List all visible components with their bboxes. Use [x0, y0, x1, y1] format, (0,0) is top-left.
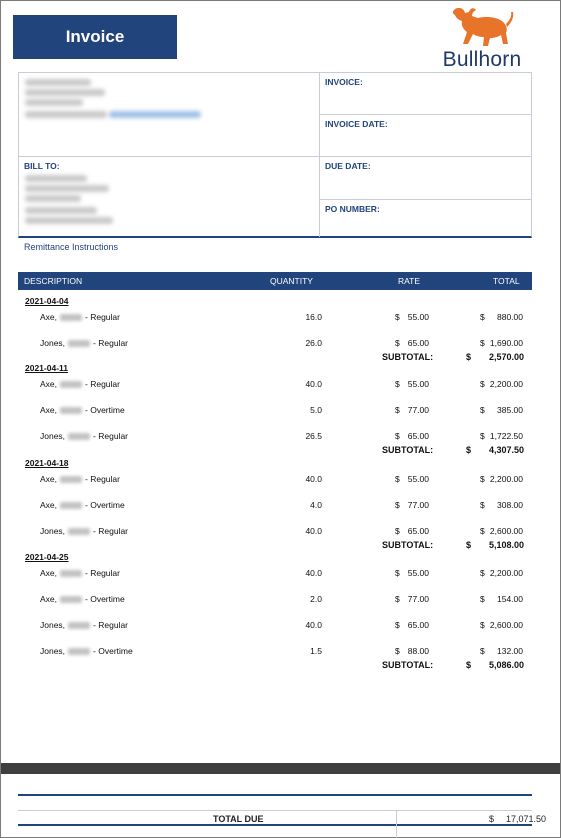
subtotal-currency: $: [466, 352, 472, 362]
table-row: [0, 338, 561, 350]
total-due-row: [18, 810, 546, 826]
table-header: [18, 272, 532, 290]
row-quantity: 26.5: [305, 431, 322, 441]
redacted-first-name: [60, 407, 82, 414]
row-rate: 65.00: [407, 620, 429, 630]
col-description: DESCRIPTION: [24, 276, 83, 286]
row-description: [40, 594, 125, 604]
row-total: 880.00: [497, 312, 523, 322]
rate-currency: $: [395, 526, 400, 536]
subtotal-label: SUBTOTAL:: [382, 540, 434, 550]
table-row: [0, 646, 561, 658]
subtotal-value: 4,307.50: [488, 445, 524, 455]
total-currency: $: [480, 405, 485, 415]
total-currency: $: [480, 568, 485, 578]
pay-type: - Regular: [85, 379, 120, 389]
subtotal-value: 5,086.00: [488, 660, 524, 670]
rate-currency: $: [395, 500, 400, 510]
redacted-first-name: [60, 570, 82, 577]
row-rate: 65.00: [407, 431, 429, 441]
row-quantity: 40.0: [305, 474, 322, 484]
table-row: [0, 568, 561, 580]
total-due-label: TOTAL DUE: [213, 814, 264, 824]
row-total: 132.00: [497, 646, 523, 656]
table-row: [0, 474, 561, 486]
invoice-number-label: INVOICE:: [325, 77, 363, 87]
row-description: [40, 568, 120, 578]
row-rate: 88.00: [407, 646, 429, 656]
employee-last-name: Jones,: [40, 646, 66, 656]
row-quantity: 2.0: [310, 594, 322, 604]
sender-address: [19, 73, 320, 157]
row-description: [40, 431, 128, 441]
row-rate: 77.00: [407, 500, 429, 510]
row-rate: 65.00: [407, 338, 429, 348]
row-quantity: 40.0: [305, 620, 322, 630]
row-description: [40, 338, 128, 348]
pay-type: - Regular: [93, 431, 129, 441]
row-rate: 55.00: [407, 568, 429, 578]
total-currency: $: [480, 338, 485, 348]
table-row: [0, 379, 561, 391]
subtotal-label: SUBTOTAL:: [382, 352, 434, 362]
subtotal-currency: $: [466, 540, 472, 550]
redacted-first-name: [60, 476, 82, 483]
row-quantity: 40.0: [305, 568, 322, 578]
rate-currency: $: [395, 379, 400, 389]
bill-to-cell: [19, 157, 320, 237]
pay-type: - Regular: [93, 526, 129, 536]
po-number-label: PO NUMBER:: [325, 204, 380, 214]
bullhorn-logo: [432, 4, 532, 70]
rate-currency: $: [395, 568, 400, 578]
row-total: 2,600.00: [489, 620, 523, 630]
group-date: 2021-04-11: [25, 363, 69, 373]
row-quantity: 26.0: [305, 338, 322, 348]
subtotal-row: [0, 660, 561, 672]
due-date-label: DUE DATE:: [325, 161, 371, 171]
rate-currency: $: [395, 338, 400, 348]
row-total: 1,722.50: [489, 431, 523, 441]
redacted-first-name: [68, 622, 90, 629]
employee-last-name: Axe,: [40, 568, 58, 578]
employee-last-name: Axe,: [40, 594, 58, 604]
rate-currency: $: [395, 312, 400, 322]
redacted-first-name: [60, 381, 82, 388]
row-description: [40, 405, 125, 415]
row-description: [40, 312, 120, 322]
row-rate: 77.00: [407, 594, 429, 604]
table-row: [0, 500, 561, 512]
pay-type: - Regular: [93, 338, 129, 348]
subtotal-label: SUBTOTAL:: [382, 660, 434, 670]
table-row: [0, 594, 561, 606]
row-rate: 55.00: [407, 312, 429, 322]
row-total: 154.00: [497, 594, 523, 604]
total-currency: $: [480, 526, 485, 536]
employee-last-name: Axe,: [40, 379, 58, 389]
row-total: 1,690.00: [489, 338, 523, 348]
group-date: 2021-04-25: [25, 552, 69, 562]
employee-last-name: Axe,: [40, 474, 58, 484]
col-rate: RATE: [398, 276, 421, 286]
row-quantity: 1.5: [310, 646, 322, 656]
group-date: 2021-04-04: [25, 296, 69, 306]
employee-last-name: Jones,: [40, 338, 66, 348]
total-due-value: 17,071.50: [505, 814, 546, 824]
pay-type: - Regular: [85, 568, 120, 578]
total-currency: $: [480, 379, 485, 389]
row-quantity: 40.0: [305, 379, 322, 389]
bill-to-label: BILL TO:: [24, 161, 60, 171]
brand-name: Bullhorn: [442, 48, 522, 71]
redacted-first-name: [60, 502, 82, 509]
redacted-first-name: [68, 340, 90, 347]
subtotal-value: 2,570.00: [488, 352, 524, 362]
row-total: 2,600.00: [489, 526, 523, 536]
row-quantity: 5.0: [310, 405, 322, 415]
row-total: 2,200.00: [489, 379, 523, 389]
row-description: [40, 646, 133, 656]
rate-currency: $: [395, 474, 400, 484]
subtotal-row: [0, 352, 561, 364]
po-number-cell: [320, 200, 532, 237]
invoice-info-grid: [18, 72, 532, 238]
employee-last-name: Axe,: [40, 312, 58, 322]
rate-currency: $: [395, 594, 400, 604]
remittance-instructions: Remittance Instructions: [24, 242, 119, 252]
employee-last-name: Jones,: [40, 526, 66, 536]
row-rate: 55.00: [407, 379, 429, 389]
employee-last-name: Jones,: [40, 620, 66, 630]
redacted-first-name: [60, 596, 82, 603]
table-row: [0, 405, 561, 417]
table-row: [0, 431, 561, 443]
invoice-number-cell: [320, 73, 532, 115]
col-quantity: QUANTITY: [270, 276, 313, 286]
col-total: TOTAL: [493, 276, 520, 286]
invoice-date-cell: [320, 115, 532, 157]
total-divider: [396, 811, 397, 838]
row-total: 308.00: [497, 500, 523, 510]
row-rate: 65.00: [407, 526, 429, 536]
rate-currency: $: [395, 620, 400, 630]
total-due-box: [18, 794, 546, 826]
invoice-title: Invoice: [13, 15, 177, 59]
row-total: 2,200.00: [489, 568, 523, 578]
redacted-first-name: [68, 433, 90, 440]
pay-type: - Regular: [85, 312, 120, 322]
row-quantity: 16.0: [305, 312, 322, 322]
employee-last-name: Axe,: [40, 500, 58, 510]
total-due-currency: $: [489, 814, 495, 824]
pay-type: - Regular: [93, 620, 129, 630]
subtotal-currency: $: [466, 445, 472, 455]
total-currency: $: [480, 594, 485, 604]
subtotal-row: [0, 540, 561, 552]
row-description: [40, 500, 125, 510]
redacted-first-name: [68, 528, 90, 535]
page-break-band: [1, 763, 560, 774]
total-currency: $: [480, 646, 485, 656]
due-date-cell: [320, 157, 532, 200]
rate-currency: $: [395, 431, 400, 441]
subtotal-currency: $: [466, 660, 472, 670]
redacted-first-name: [68, 648, 90, 655]
row-rate: 55.00: [407, 474, 429, 484]
subtotal-row: [0, 445, 561, 457]
row-description: [40, 474, 120, 484]
employee-last-name: Axe,: [40, 405, 58, 415]
total-currency: $: [480, 312, 485, 322]
row-total: 385.00: [497, 405, 523, 415]
rate-currency: $: [395, 405, 400, 415]
bull-icon: [448, 4, 514, 50]
table-row: [0, 526, 561, 538]
table-row: [0, 312, 561, 324]
subtotal-label: SUBTOTAL:: [382, 445, 434, 455]
pay-type: - Regular: [85, 474, 120, 484]
table-row: [0, 620, 561, 632]
row-quantity: 4.0: [310, 500, 322, 510]
invoice-date-label: INVOICE DATE:: [325, 119, 388, 129]
employee-last-name: Jones,: [40, 431, 66, 441]
total-currency: $: [480, 620, 485, 630]
row-rate: 77.00: [407, 405, 429, 415]
row-description: [40, 620, 128, 630]
rate-currency: $: [395, 646, 400, 656]
group-date: 2021-04-18: [25, 458, 69, 468]
total-currency: $: [480, 500, 485, 510]
subtotal-value: 5,108.00: [488, 540, 524, 550]
total-currency: $: [480, 474, 485, 484]
total-currency: $: [480, 431, 485, 441]
pay-type: - Overtime: [85, 405, 125, 415]
redacted-first-name: [60, 314, 82, 321]
row-description: [40, 526, 128, 536]
pay-type: - Overtime: [85, 594, 125, 604]
row-total: 2,200.00: [489, 474, 523, 484]
pay-type: - Overtime: [93, 646, 133, 656]
pay-type: - Overtime: [85, 500, 125, 510]
row-description: [40, 379, 120, 389]
row-quantity: 40.0: [305, 526, 322, 536]
